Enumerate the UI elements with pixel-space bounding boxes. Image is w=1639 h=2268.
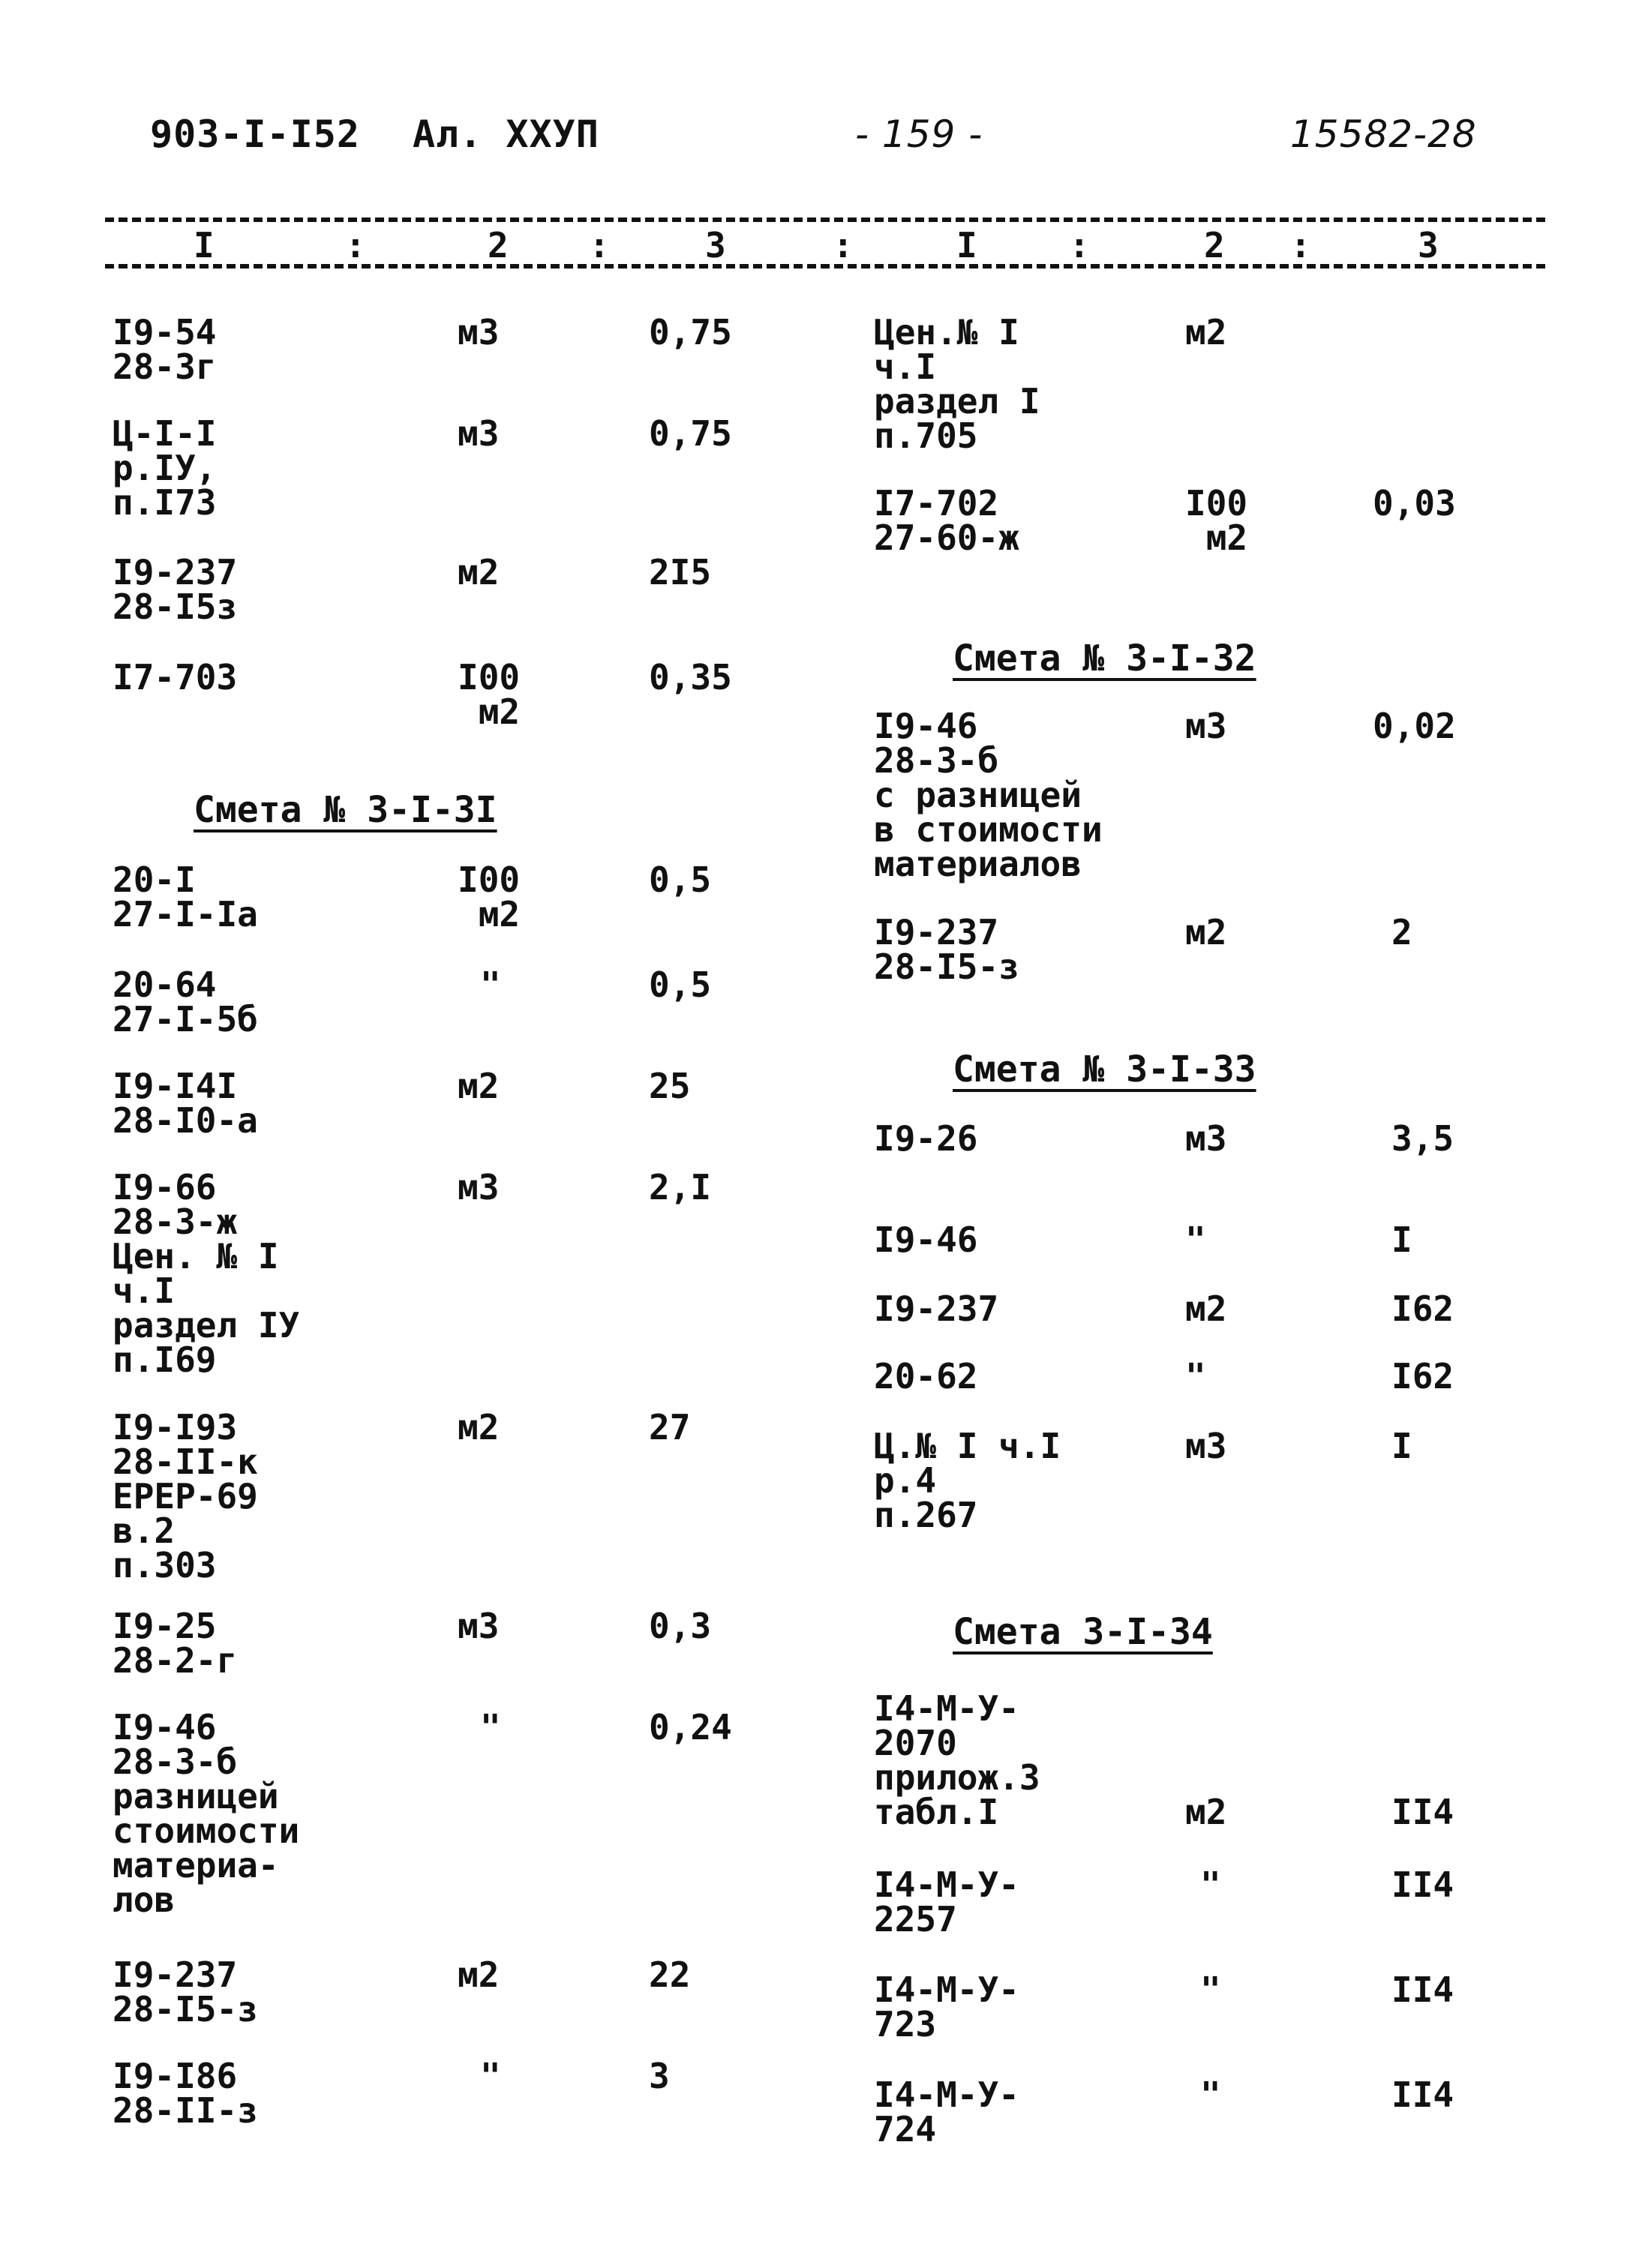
row-qty: 22 xyxy=(649,1954,691,1995)
row-code: 20-I 27-I-Iа xyxy=(113,860,258,934)
row-qty: 0,75 xyxy=(649,413,732,454)
row-unit: м2 xyxy=(1185,1792,1227,1832)
row-qty: I62 xyxy=(1391,1288,1454,1329)
row-unit: м2 xyxy=(458,552,500,592)
row-unit: м3 xyxy=(458,413,500,454)
row-qty: 2,I xyxy=(649,1167,712,1208)
row-unit: м3 xyxy=(1185,1118,1227,1159)
col-sep: : xyxy=(833,225,854,266)
header-rule-bottom xyxy=(105,264,1545,268)
row-code: I9-46 28-3-б с разницей в стоимости материалов xyxy=(874,706,1103,884)
row-unit: " xyxy=(1200,2074,1221,2115)
row-unit: м2 xyxy=(1185,312,1227,352)
row-code: I9-46 xyxy=(874,1220,978,1260)
row-code: I7-702 27-60-ж xyxy=(874,483,1019,558)
section-title: Смета № 3-I-33 xyxy=(953,1048,1256,1090)
section-title: Смета № 3-I-3I xyxy=(194,789,497,831)
col-header-3-right: 3 xyxy=(1418,225,1439,266)
row-code: Ц.№ I ч.I р.4 п.267 xyxy=(874,1426,1061,1535)
row-qty: II4 xyxy=(1391,1864,1454,1905)
row-unit: " xyxy=(480,964,501,1005)
col-sep: : xyxy=(589,225,610,266)
row-code: I9-66 28-3-ж Цен. № I ч.I раздел IУ п.I69 xyxy=(113,1167,300,1380)
row-qty: 0,5 xyxy=(649,964,712,1005)
page-number: - 159 - xyxy=(855,112,983,156)
row-code: I9-I86 28-II-з xyxy=(113,2056,258,2131)
reference-number: 15582-28 xyxy=(1290,112,1477,156)
col-sep: : xyxy=(345,225,366,266)
col-header-1-left: I xyxy=(194,225,215,266)
row-qty: 0,35 xyxy=(649,657,732,698)
row-code: 20-64 27-I-5б xyxy=(113,964,258,1040)
row-qty: I xyxy=(1391,1426,1412,1466)
row-unit: " xyxy=(480,1707,501,1748)
row-qty: II4 xyxy=(1391,1970,1454,2010)
row-code: 20-62 xyxy=(874,1356,978,1396)
row-code: I9-54 28-3г xyxy=(113,312,217,387)
row-unit: м2 xyxy=(458,1407,500,1448)
row-code: I9-237 xyxy=(874,1288,999,1329)
row-qty: II4 xyxy=(1391,1792,1454,1832)
row-qty: 2I5 xyxy=(649,552,712,592)
row-unit: м3 xyxy=(1185,1426,1227,1466)
row-code: I4-М-У- 2070 прилож.3 табл.I xyxy=(874,1688,1040,1832)
col-header-3-left: 3 xyxy=(705,225,726,266)
row-code: I9-46 28-3-б разницей стоимости материа- лов xyxy=(113,1707,300,1920)
row-unit: м2 xyxy=(1185,1288,1227,1329)
row-code: Цен.№ I ч.I раздел I п.705 xyxy=(874,312,1040,456)
col-sep: : xyxy=(1069,225,1090,266)
row-code: Ц-I-I р.IУ, п.I73 xyxy=(113,413,217,523)
row-unit: " xyxy=(1200,1970,1221,2010)
row-qty: I62 xyxy=(1391,1356,1454,1396)
header-rule-top xyxy=(105,218,1545,222)
row-qty: II4 xyxy=(1391,2074,1454,2115)
row-qty: 0,24 xyxy=(649,1707,732,1748)
row-unit: м3 xyxy=(458,312,500,352)
row-code: I9-237 28-I5-з xyxy=(113,1954,258,2030)
row-unit: " xyxy=(1185,1356,1206,1396)
row-qty: 25 xyxy=(649,1066,691,1106)
row-unit: м2 xyxy=(1185,912,1227,952)
row-unit: I00 м2 xyxy=(1185,483,1248,558)
row-code: I9-237 28-I5-з xyxy=(874,912,1019,987)
row-qty: 2 xyxy=(1391,912,1412,952)
col-header-1-right: I xyxy=(956,225,977,266)
row-unit: " xyxy=(1185,1220,1206,1260)
row-qty: 3 xyxy=(649,2056,670,2096)
col-header-2-right: 2 xyxy=(1204,225,1225,266)
row-code: I7-703 xyxy=(113,657,238,698)
row-qty: 0,02 xyxy=(1373,706,1456,746)
row-code: I4-М-У- 724 xyxy=(874,2074,1019,2150)
row-unit: " xyxy=(480,2056,501,2096)
section-title: Смета 3-I-34 xyxy=(953,1611,1213,1653)
row-code: I9-I4I 28-I0-а xyxy=(113,1066,258,1141)
row-qty: 0,75 xyxy=(649,312,732,352)
row-unit: I00 м2 xyxy=(458,657,521,732)
row-qty: 0,03 xyxy=(1373,483,1456,524)
row-unit: " xyxy=(1200,1864,1221,1905)
row-code: I9-237 28-I5з xyxy=(113,552,238,627)
row-unit: м2 xyxy=(458,1066,500,1106)
row-qty: 0,5 xyxy=(649,860,712,900)
album-number: Ал. ХХУП xyxy=(413,112,599,156)
row-code: I9-I93 28-II-к ЕРЕР-69 в.2 п.303 xyxy=(113,1407,258,1586)
row-unit: м2 xyxy=(458,1954,500,1995)
col-sep: : xyxy=(1290,225,1311,266)
row-qty: 3,5 xyxy=(1391,1118,1454,1159)
row-qty: 0,3 xyxy=(649,1606,712,1646)
row-unit: м3 xyxy=(458,1606,500,1646)
col-header-2-left: 2 xyxy=(488,225,509,266)
section-title: Смета № 3-I-32 xyxy=(953,638,1256,680)
row-code: I9-26 xyxy=(874,1118,978,1159)
row-qty: 27 xyxy=(649,1407,691,1448)
row-unit: м3 xyxy=(458,1167,500,1208)
document-code: 903-I-I52 xyxy=(150,112,360,156)
row-unit: I00 м2 xyxy=(458,860,521,934)
row-code: I9-25 28-2-г xyxy=(113,1606,238,1681)
row-qty: I xyxy=(1391,1220,1412,1260)
row-code: I4-М-У- 2257 xyxy=(874,1864,1019,1940)
row-unit: м3 xyxy=(1185,706,1227,746)
row-code: I4-М-У- 723 xyxy=(874,1970,1019,2044)
